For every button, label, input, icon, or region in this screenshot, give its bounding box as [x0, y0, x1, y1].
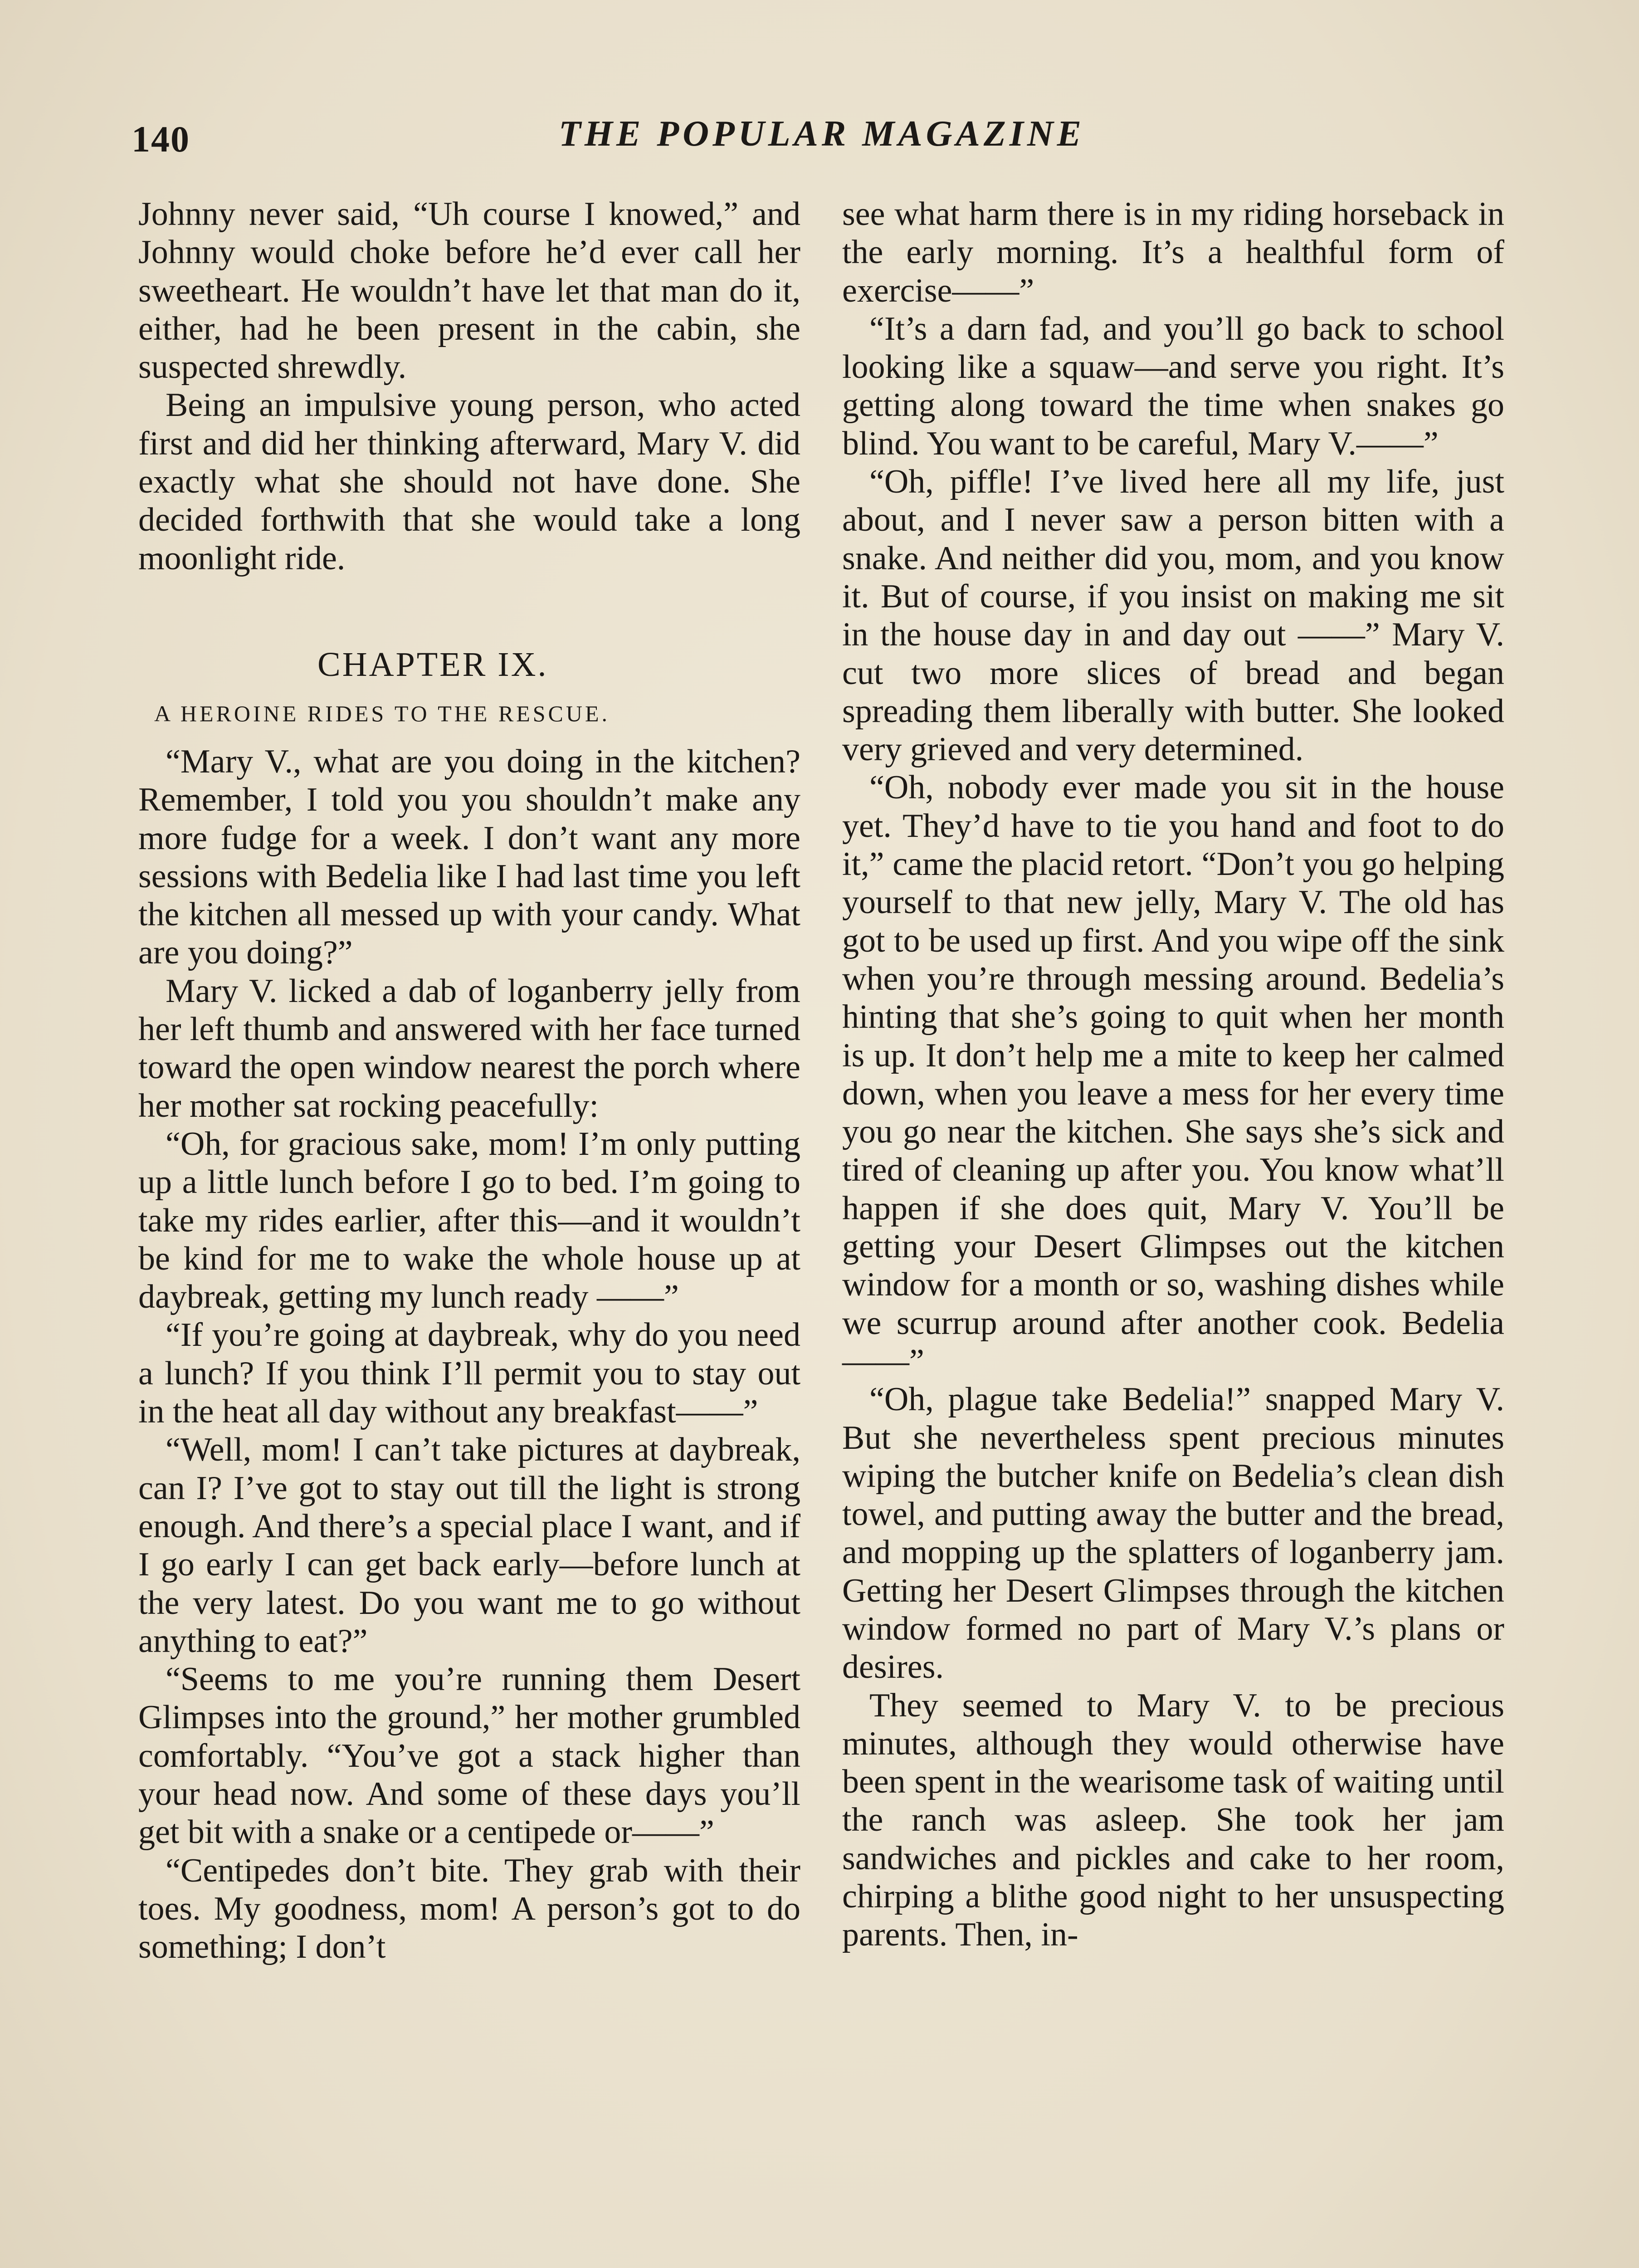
right-column [842, 195, 1504, 1954]
paragraph: “Centipedes don’t bite. They grab with their toes. My goodness, mom! A person’s got to do something; I don’t [138, 1852, 800, 1966]
paragraph: They seemed to Mary V. to be precious minutes, although they would otherwise have been spent in the wearisome task of waiting until the ranch was asleep. She took her jam sandwiches and pickles and cake to her room, chirping a blithe good night to her unsuspecting parents. Then, in- [842, 1686, 1504, 1954]
paragraph: Mary V. licked a dab of loganberry jelly from her left thumb and answered with her face turned toward the open window nearest the porch where her mother sat rocking peacefully: [138, 972, 800, 1124]
page-number: 140 [132, 118, 190, 160]
paragraph: “Oh, plague take Bedelia!” snapped Mary V. But she nevertheless spent precious minutes wiping the butcher knife on Bedelia’s clean dish towel, and putting away the butter and the bread, and mopping up the splatters of loganberry jam. Getting her Desert Glimpses through the kitchen window formed no part of Mary V.’s plans or desires. [842, 1381, 1504, 1686]
chapter-title: CHAPTER IX. [317, 645, 548, 684]
paragraph: “Mary V., what are you doing in the kitchen? Remember, I told you you shouldn’t make any more fudge for a week. I don’t want any more sessions with Bedelia like I had last time you left the kitchen all messed up with your candy. What are you doing?” [138, 743, 800, 972]
paragraph: “It’s a darn fad, and you’ll go back to school looking like a squaw—and serve you right. It’s getting along toward the time when snakes go blind. You want to be careful, Mary V.——” [842, 310, 1504, 462]
running-title: THE POPULAR MAGAZINE [558, 114, 1085, 154]
left-column [138, 195, 800, 1966]
paragraph: “Oh, piffle! I’ve lived here all my life, just about, and I never saw a person bitten with a snake. And neither did you, mom, and you know it. But of course, if you insist on making me sit in the house day in and day out ——” Mary V. cut two more slices of bread and began spreading them liberally with butter. She looked very grieved and very determined. [842, 463, 1504, 768]
page-header [132, 113, 1512, 163]
paragraph: Johnny never said, “Uh course I knowed,” and Johnny would choke before he’d ever call her sweetheart. He wouldn’t have let that man do it, either, had he been present in the cabin, she suspected shrewdly. [138, 196, 800, 386]
paragraph: “Seems to me you’re running them Desert Glimpses into the ground,” her mother grumbled comfortably. “You’ve got a stack higher than your head now. And some of these days you’ll get bit with a snake or a centipede or——” [138, 1661, 800, 1851]
paragraph: “Oh, for gracious sake, mom! I’m only putting up a little lunch before I go to bed. I’m going to take my rides earlier, after this—and it wouldn’t be kind for me to wake the whole house up at daybreak, getting my lunch ready ——” [138, 1125, 800, 1316]
paragraph: Being an impulsive young person, who acted first and did her thinking afterward, Mary V. did exactly what she should not have done. She decided forthwith that she would take a long moonlight ride. [138, 386, 800, 577]
paragraph: “Oh, nobody ever made you sit in the house yet. They’d have to tie you hand and foot to do it,” came the placid retort. “Don’t you go helping yourself to that new jelly, Mary V. The old has got to be used up first. And you wipe off the sink when you’re through messing around. Bedelia’s hinting that she’s going to quit when her month is up. It don’t help me a mite to keep her calmed down, when you leave a mess for her every time you go near the kitchen. She says she’s sick and tired of cleaning up after you. You know what’ll happen if she does quit, Mary V. You’ll be getting your Desert Glimpses out the kitchen window for a month or so, washing dishes while we scurrup around after another cook. Bedelia——” [842, 769, 1504, 1380]
paragraph: “If you’re going at daybreak, why do you need a lunch? If you think I’ll permit you to stay out in the heat all day without any breakfast——” [138, 1316, 800, 1431]
chapter-subtitle: A HEROINE RIDES TO THE RESCUE. [154, 700, 610, 726]
paragraph: “Well, mom! I can’t take pictures at daybreak, can I? I’ve got to stay out till the light is strong enough. And there’s a special place I want, and if I go early I can get back early—before lunch at the very latest. Do you want me to go without anything to eat?” [138, 1431, 800, 1660]
paragraph: see what harm there is in my riding horseback in the early morning. It’s a healthful form of exercise——” [842, 196, 1504, 309]
